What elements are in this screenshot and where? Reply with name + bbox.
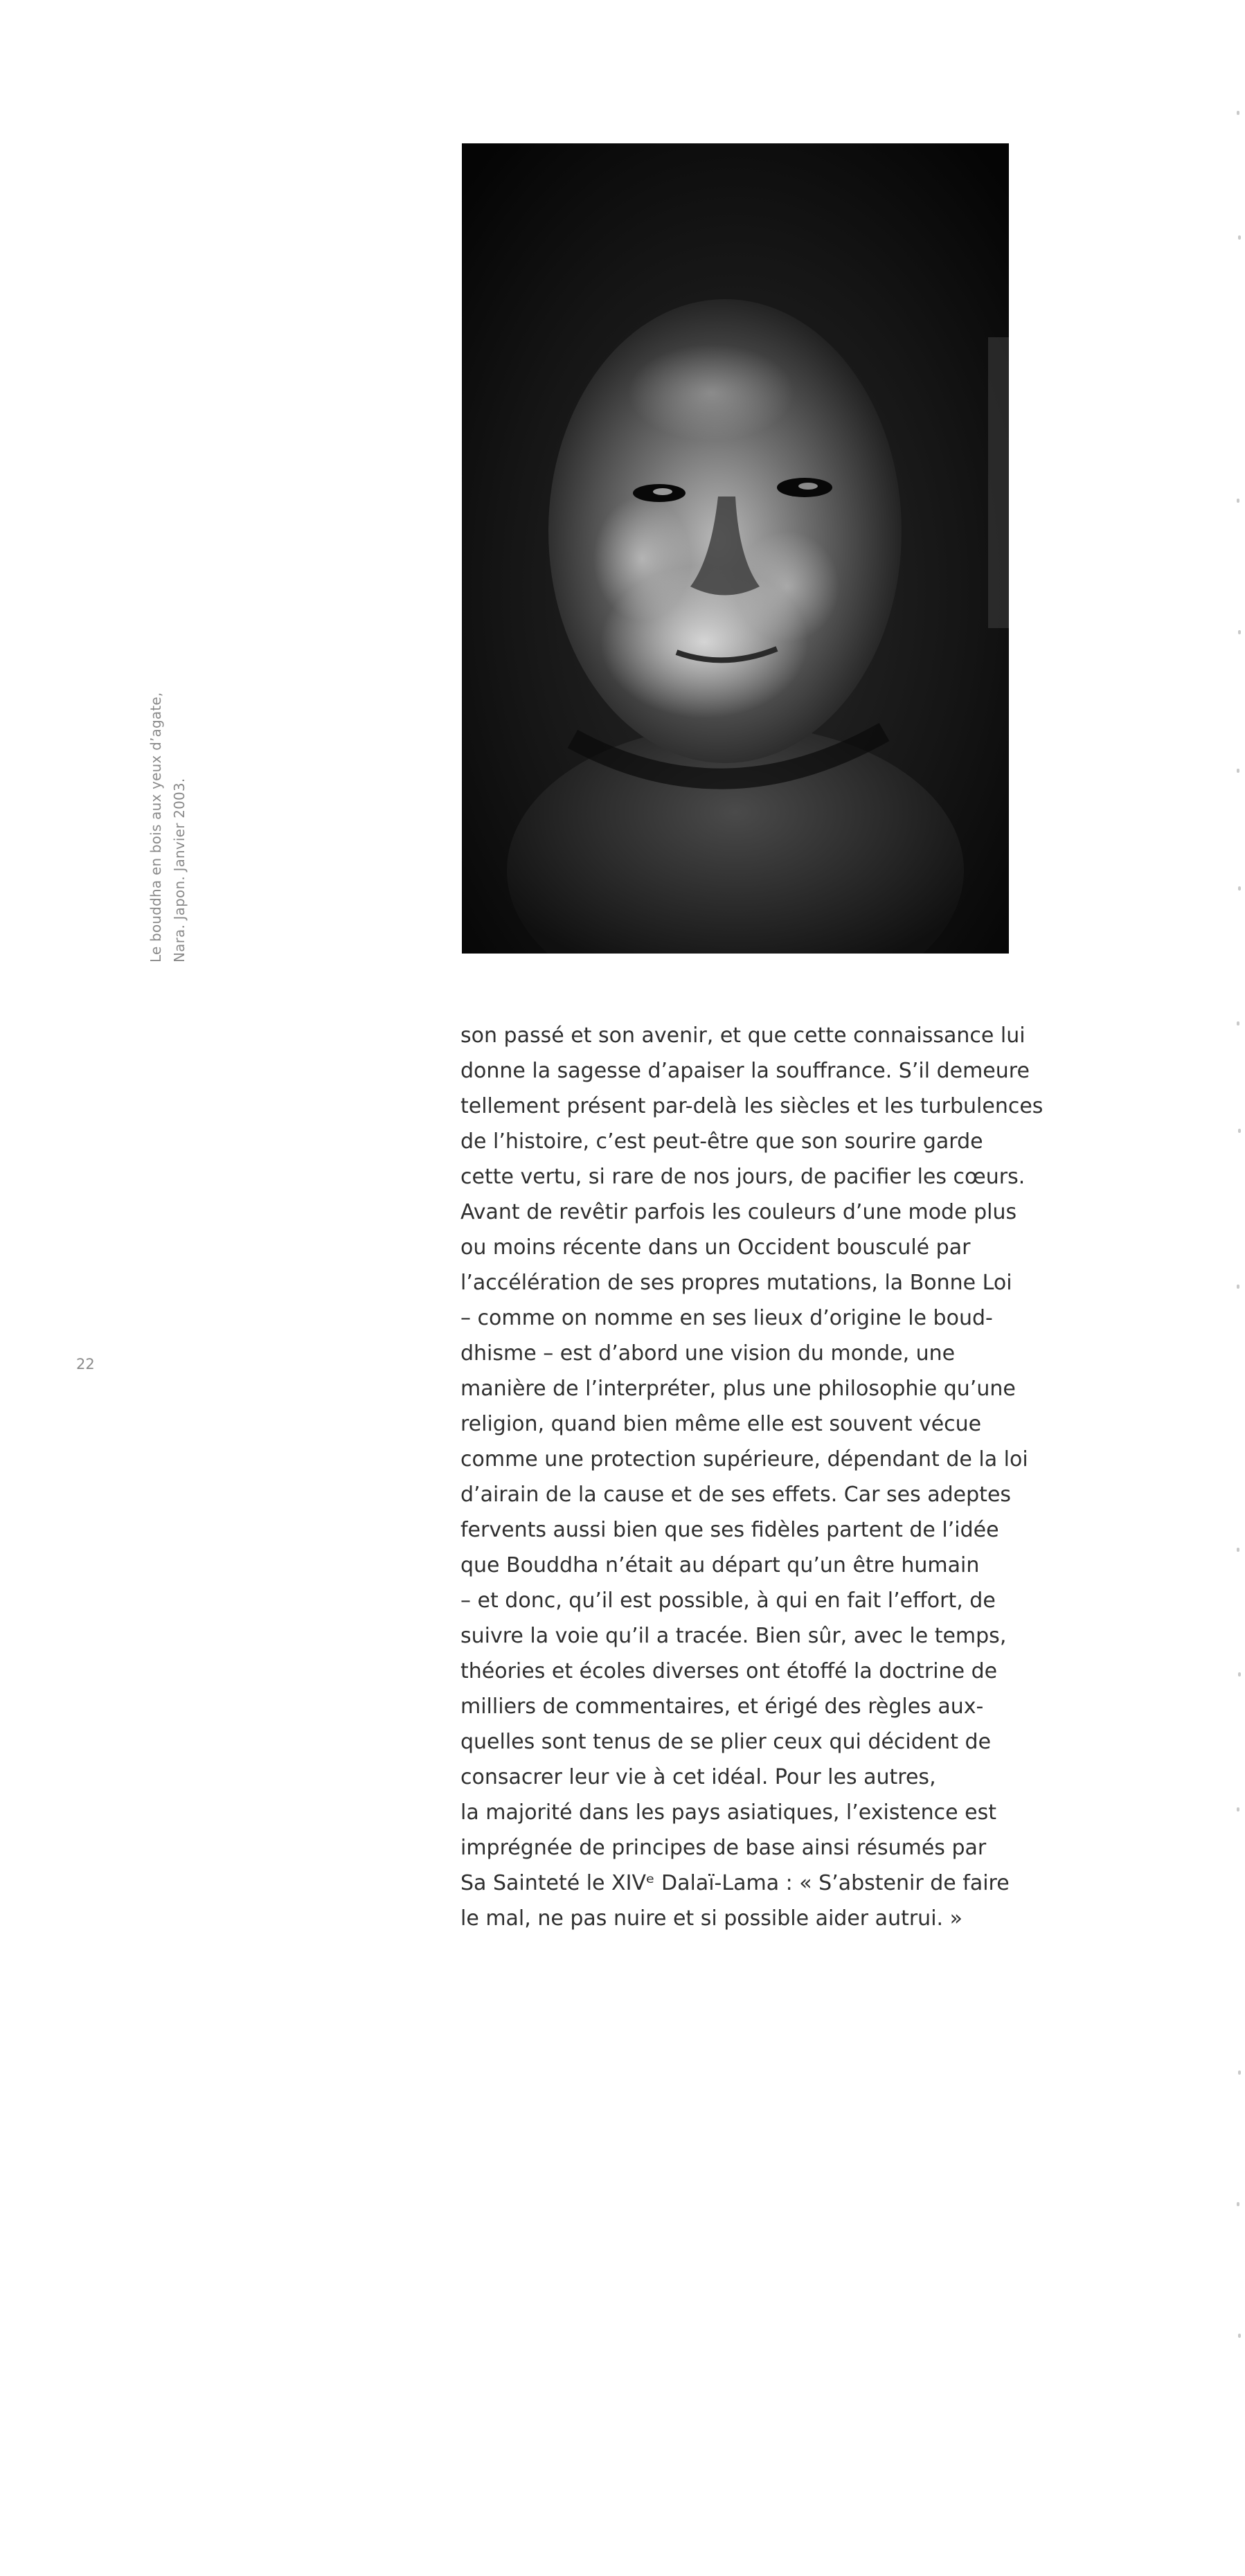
scan-speck <box>1237 1807 1239 1812</box>
caption-line-2: Nara. Japon. Janvier 2003. <box>171 778 188 963</box>
text-line: donne la sagesse d’apaiser la souffrance. S’il demeure <box>460 1059 1030 1083</box>
text-line: religion, quand bien même elle est souvent vécue <box>460 1412 982 1436</box>
scan-speck <box>1238 886 1241 891</box>
scan-speck <box>1238 2070 1241 2075</box>
text-line: ou moins récente dans un Occident bousculé par <box>460 1235 971 1260</box>
scan-speck <box>1237 1548 1239 1552</box>
buddha-photo <box>462 143 1009 954</box>
text-line: théories et écoles diverses ont étoffé la doctrine de <box>460 1659 998 1683</box>
caption-line-1: Le bouddha en bois aux yeux d’agate, <box>147 692 164 963</box>
text-line: le mal, ne pas nuire et si possible aider autrui. » <box>460 1906 962 1931</box>
scan-speck <box>1237 769 1239 773</box>
scan-speck <box>1238 1129 1241 1133</box>
text-line: – comme on nomme en ses lieux d’origine le boud- <box>460 1306 993 1330</box>
text-line: Sa Sainteté le XIVᵉ Dalaï-Lama : « S’abstenir de faire <box>460 1871 1010 1895</box>
body-paragraph <box>460 1018 1044 1936</box>
text-line: dhisme – est d’abord une vision du monde, une <box>460 1341 956 1366</box>
scan-speck <box>1237 1021 1239 1026</box>
text-line: l’accélération de ses propres mutations, la Bonne Loi <box>460 1271 1012 1295</box>
text-line: que Bouddha n’était au départ qu’un être humain <box>460 1553 980 1577</box>
scan-speck <box>1237 111 1239 115</box>
scan-speck <box>1237 1285 1239 1289</box>
text-line: milliers de commentaires, et érigé des règles aux- <box>460 1694 984 1719</box>
buddha-face-image <box>462 143 1009 954</box>
scan-speck <box>1238 1672 1241 1676</box>
text-line: son passé et son avenir, et que cette connaissance lui <box>460 1023 1025 1048</box>
scan-speck <box>1237 2202 1239 2206</box>
text-line: consacrer leur vie à cet idéal. Pour les autres, <box>460 1765 936 1789</box>
text-line: – et donc, qu’il est possible, à qui en fait l’effort, de <box>460 1589 996 1613</box>
text-line: d’airain de la cause et de ses effets. Car ses adeptes <box>460 1483 1012 1507</box>
text-line: de l’histoire, c’est peut-être que son sourire garde <box>460 1129 983 1154</box>
page-number: 22 <box>76 1356 95 1372</box>
text-line: cette vertu, si rare de nos jours, de pacifier les cœurs. <box>460 1165 1025 1189</box>
scan-speck <box>1238 630 1241 634</box>
text-line: comme une protection supérieure, dépendant de la loi <box>460 1447 1028 1472</box>
text-line: manière de l’interpréter, plus une philosophie qu’une <box>460 1377 1016 1401</box>
text-line: suivre la voie qu’il a tracée. Bien sûr, avec le temps, <box>460 1624 1007 1648</box>
text-line: tellement présent par-delà les siècles et les turbulences <box>460 1094 1044 1118</box>
scan-speck <box>1238 235 1241 240</box>
text-line: la majorité dans les pays asiatiques, l’existence est <box>460 1800 997 1825</box>
photo-caption <box>144 665 191 963</box>
text-line: Avant de revêtir parfois les couleurs d’une mode plus <box>460 1200 1017 1224</box>
text-line: imprégnée de principes de base ainsi résumés par <box>460 1836 987 1860</box>
text-line: fervents aussi bien que ses fidèles partent de l’idée <box>460 1518 999 1542</box>
scan-speck <box>1238 2334 1241 2338</box>
text-line: quelles sont tenus de se plier ceux qui décident de <box>460 1730 992 1754</box>
scan-speck <box>1237 499 1239 503</box>
